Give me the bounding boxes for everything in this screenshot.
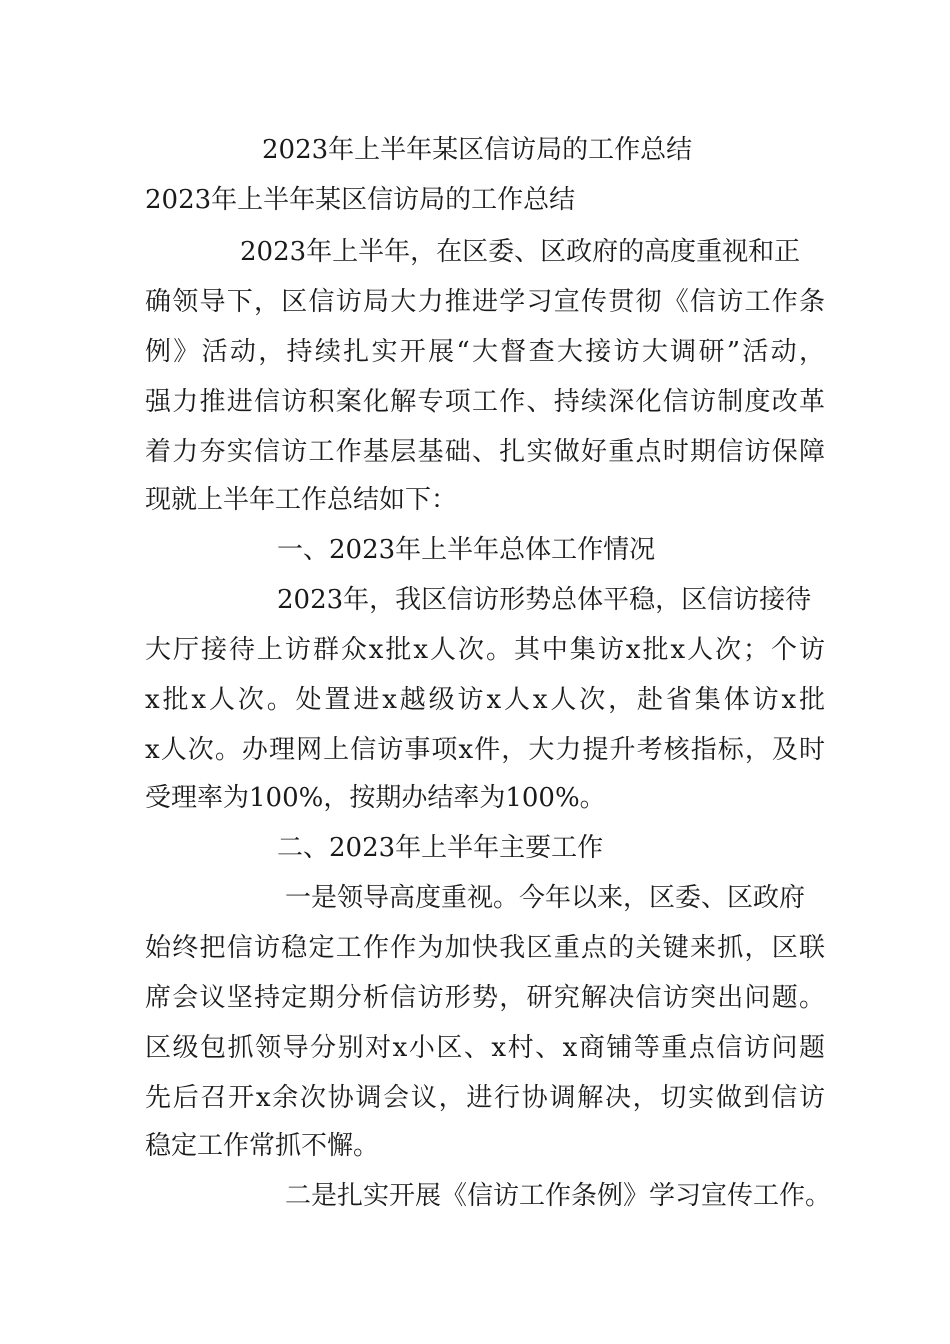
section1-line-3: x批x人次。处置进x越级访x人x人次，赴省集体访x批 [145, 685, 825, 715]
document-title: 2023年上半年某区信访局的工作总结 [262, 135, 693, 165]
section2-heading: 二、2023年上半年主要工作 [277, 833, 604, 863]
section2-line-5: 先后召开x余次协调会议，进行协调解决，切实做到信访 [145, 1083, 825, 1113]
section2-line-4: 区级包抓领导分别对x小区、x村、x商铺等重点信访问题 [145, 1033, 825, 1063]
intro-line-4: 强力推进信访积案化解专项工作、持续深化信访制度改革 [145, 387, 825, 417]
intro-line-1: 2023年上半年，在区委、区政府的高度重视和正 [240, 237, 801, 267]
section1-line-1: 2023年，我区信访形势总体平稳，区信访接待 [277, 585, 812, 615]
intro-line-3: 例》活动，持续扎实开展“大督查大接访大调研”活动， [145, 337, 825, 367]
intro-line-6: 现就上半年工作总结如下： [145, 485, 458, 515]
intro-line-2: 确领导下，区信访局大力推进学习宣传贯彻《信访工作条 [145, 287, 825, 317]
section2-item2: 二是扎实开展《信访工作条例》学习宣传工作。 [285, 1181, 832, 1211]
section2-line-2: 始终把信访稳定工作作为加快我区重点的关键来抓，区联 [145, 933, 825, 963]
section2-line-1: 一是领导高度重视。今年以来，区委、区政府 [285, 883, 806, 913]
section2-line-6: 稳定工作常抓不懈。 [145, 1131, 380, 1161]
section1-line-4: x人次。办理网上信访事项x件，大力提升考核指标，及时 [145, 735, 825, 765]
section1-line-5: 受理率为100%，按期办结率为100%。 [145, 783, 606, 813]
section1-line-2: 大厅接待上访群众x批x人次。其中集访x批x人次；个访 [145, 635, 825, 665]
intro-line-5: 着力夯实信访工作基层基础、扎实做好重点时期信访保障 [145, 437, 825, 467]
section1-heading: 一、2023年上半年总体工作情况 [277, 535, 656, 565]
section2-line-3: 席会议坚持定期分析信访形势，研究解决信访突出问题。 [145, 983, 825, 1013]
document-subtitle: 2023年上半年某区信访局的工作总结 [145, 185, 576, 215]
